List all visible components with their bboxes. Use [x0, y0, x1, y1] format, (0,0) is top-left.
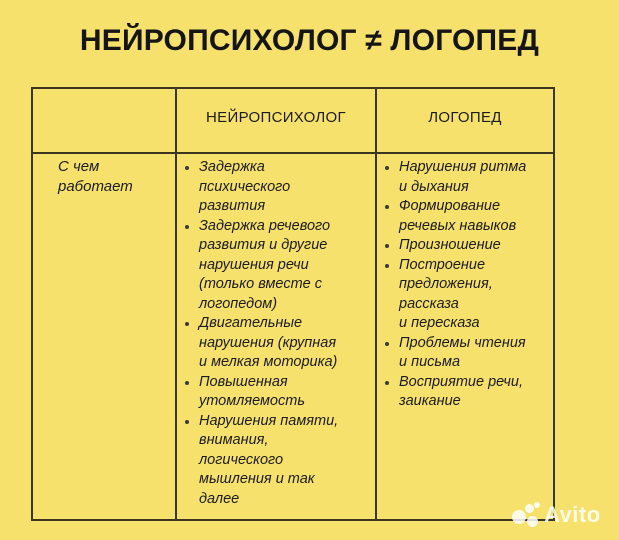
avito-logo-text: Avito: [544, 502, 601, 527]
list-item-line: Восприятие речи,: [399, 373, 523, 390]
list-item: [385, 197, 551, 236]
list-item-line: и мелкая моторика): [199, 354, 338, 370]
list-item-line: предложения,: [399, 276, 493, 292]
list-item-line: и пересказа: [399, 315, 480, 331]
bullet-icon: [185, 381, 189, 385]
list-item: [385, 158, 551, 197]
avito-watermark: [512, 500, 612, 530]
list-item: [185, 314, 373, 373]
list-item-line: и дыхания: [399, 178, 469, 195]
list-item-line: мышления и так: [199, 471, 315, 487]
table-border-bottom: [31, 519, 555, 521]
list-item: [185, 217, 373, 315]
list-item: [185, 373, 373, 412]
list-item-line: Нарушения памяти,: [199, 412, 339, 429]
bullet-icon: [185, 420, 189, 424]
list-item-line: и письма: [399, 354, 461, 370]
bullet-icon: [385, 381, 389, 385]
column-header-neuropsychologist: НЕЙРОПСИХОЛОГ: [206, 109, 346, 126]
bullet-icon: [185, 225, 189, 229]
bullet-icon: [185, 166, 189, 170]
list-item: [385, 256, 551, 334]
list-item-line: рассказа: [399, 295, 459, 312]
avito-dots-icon: [512, 502, 540, 528]
list-item-line: нарушения речи: [199, 256, 309, 273]
list-item-line: Формирование: [399, 198, 501, 214]
list-item: [385, 334, 551, 373]
list-item-line: речевых навыков: [399, 217, 517, 234]
table-column-divider-2: [375, 87, 377, 520]
bullet-icon: [385, 205, 389, 209]
list-item-line: логопедом): [199, 295, 278, 312]
list-item-line: Задержка речевого: [199, 217, 331, 234]
row-label-line: С чем: [58, 158, 100, 175]
bullet-icon: [385, 244, 389, 248]
list-item: [385, 236, 551, 256]
list-item-line: Проблемы чтения: [399, 334, 526, 351]
comparison-table: [31, 87, 555, 520]
list-item-line: Построение: [399, 256, 486, 273]
list-item-line: нарушения (крупная: [199, 334, 337, 351]
list-item-line: Нарушения ритма: [399, 159, 527, 175]
table-border-left: [31, 87, 33, 520]
list-item-line: развития: [199, 198, 266, 214]
row-label-line: работает: [58, 178, 133, 195]
list-item-line: психического: [199, 178, 291, 195]
list-item-line: далее: [199, 490, 240, 507]
list-item: [185, 412, 373, 510]
list-item: [385, 373, 551, 412]
table-column-divider-1: [175, 87, 177, 520]
table-border-top: [31, 87, 555, 89]
list-item-line: заикание: [399, 393, 461, 409]
neuropsychologist-list: [185, 158, 373, 509]
list-item-line: внимания,: [199, 432, 269, 448]
bullet-icon: [185, 322, 189, 326]
page-title: НЕЙРОПСИХОЛОГ ≠ ЛОГОПЕД: [79, 24, 540, 57]
bullet-icon: [385, 166, 389, 170]
list-item-line: (только вместе с: [199, 276, 322, 292]
list-item-line: развития и другие: [199, 237, 328, 253]
bullet-icon: [385, 264, 389, 268]
table-header-divider: [31, 152, 555, 154]
bullet-icon: [385, 342, 389, 346]
list-item-line: Двигательные: [199, 315, 303, 331]
column-header-speech-therapist: ЛОГОПЕД: [428, 109, 502, 126]
list-item-line: утомляемость: [199, 393, 305, 409]
list-item: [185, 158, 373, 217]
list-item-line: Задержка: [199, 159, 265, 175]
table-border-right: [553, 87, 555, 520]
speech-therapist-list: [385, 158, 551, 412]
list-item-line: Произношение: [399, 237, 501, 253]
list-item-line: логического: [199, 451, 284, 468]
list-item-line: Повышенная: [199, 373, 288, 390]
row-label-what-works-with: [58, 157, 168, 197]
